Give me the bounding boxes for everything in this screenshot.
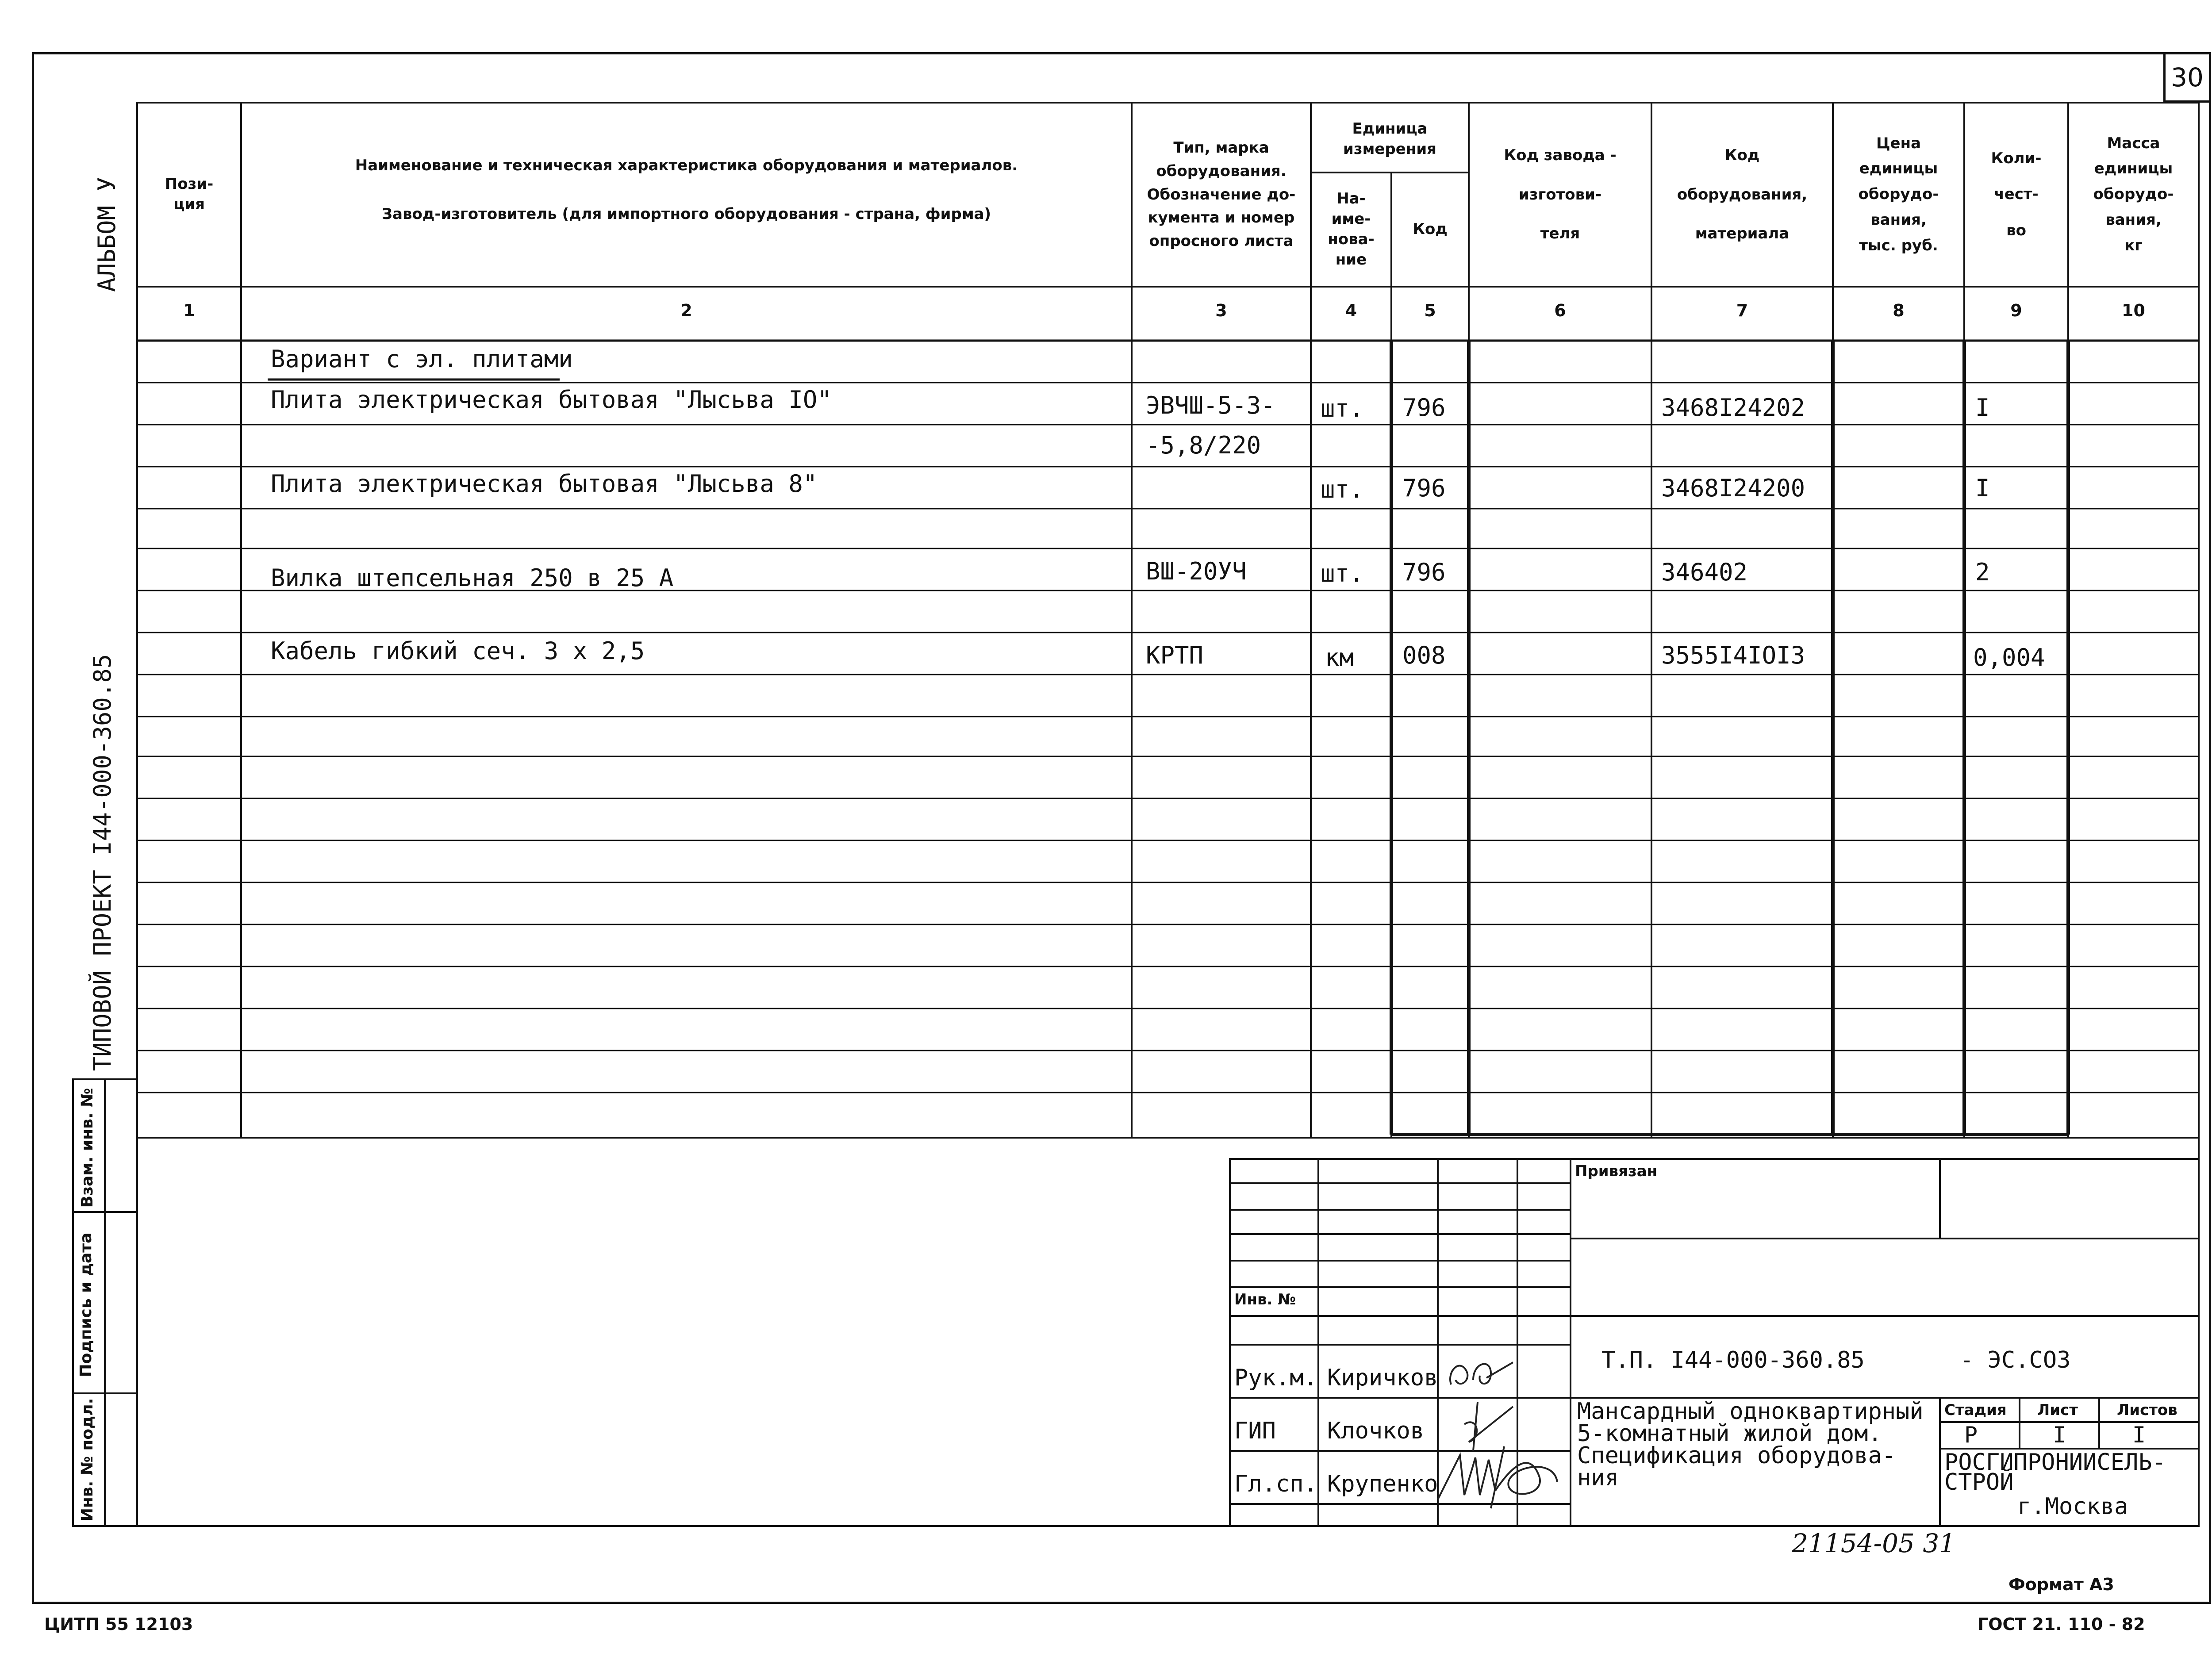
row-qty: I — [1975, 394, 1990, 422]
row-name: Плита электрическая бытовая "Лысьва IO" — [271, 386, 832, 414]
sheet-value: I — [2053, 1422, 2066, 1448]
city: г.Москва — [2017, 1493, 2128, 1520]
stage-value: Р — [1964, 1422, 1978, 1448]
row-name: Кабель гибкий сеч. 3 х 2,5 — [271, 637, 645, 665]
row-qty: 2 — [1975, 558, 1990, 586]
column-number: 9 — [2010, 301, 2022, 320]
header-quantity: Коли- чест- во — [1991, 149, 2042, 239]
name-gip: Клочков — [1327, 1418, 1425, 1444]
column-number: 1 — [183, 301, 195, 320]
org-line1: РОСГИПРОНИИСЕЛЬ- — [1944, 1449, 2166, 1476]
row-unit-code: 796 — [1402, 558, 1446, 586]
row-unit: км — [1325, 644, 1354, 671]
row-qty: 0,004 — [1973, 644, 2045, 671]
row-name: Плита электрическая бытовая "Лысьва 8" — [271, 470, 818, 498]
doc-suffix: - ЭС.СОЗ — [1960, 1347, 2071, 1373]
stage-label: Стадия — [1944, 1401, 2007, 1419]
column-number: 8 — [1893, 301, 1905, 320]
column-number: 6 — [1554, 301, 1566, 320]
section-title: Вариант с эл. плитами — [271, 345, 573, 373]
handwritten-archive-number: 21154-05 31 — [1792, 1528, 1956, 1558]
inv-number-label: Инв. № — [1234, 1291, 1296, 1308]
privyazan-label: Привязан — [1575, 1162, 1658, 1180]
row-unit-code: 796 — [1402, 394, 1446, 422]
header-unit-code: Код — [1413, 220, 1448, 238]
column-number: 3 — [1215, 301, 1227, 320]
row-type: ЭВЧШ-5-3- — [1146, 391, 1275, 419]
stamp-signature-date: Подпись и дата — [77, 1232, 95, 1377]
signature-head — [1442, 1354, 1522, 1398]
header-name: Наименование и техническая характеристика оборудования и материалов. — [355, 157, 1018, 175]
role-head: Рук.м. — [1234, 1365, 1317, 1391]
column-number: 5 — [1424, 301, 1436, 320]
org-line2: СТРОЙ — [1944, 1469, 2014, 1496]
doc-code: Т.П. I44-000-360.85 — [1601, 1347, 1865, 1373]
sheet-label: Лист — [2037, 1401, 2078, 1419]
stamp-original-inv: Инв. № подл. — [78, 1398, 96, 1522]
row-code: 3468I24202 — [1661, 394, 1805, 422]
row-unit: шт. — [1321, 560, 1364, 587]
header-position: Пози- ция — [165, 175, 214, 213]
column-number: 2 — [680, 301, 692, 320]
row-qty: I — [1975, 474, 1990, 502]
sheets-value: I — [2132, 1422, 2146, 1448]
stamp-replacement-inv: Взам. инв. № — [78, 1088, 96, 1208]
header-manufacturer: Завод-изготовитель (для импортного оборудования - страна, фирма) — [381, 205, 991, 223]
format-label: Формат А3 — [2008, 1575, 2114, 1594]
description-line3: Спецификация оборудова- — [1577, 1442, 1896, 1469]
header-mass: Масса единицы оборудо- вания, кг — [2093, 134, 2174, 254]
row-type-cont: -5,8/220 — [1146, 431, 1261, 459]
footer-right: ГОСТ 21. 110 - 82 — [1978, 1614, 2145, 1634]
sheet-number: 30 — [2163, 52, 2211, 103]
row-code: 3555I4IOI3 — [1661, 641, 1805, 669]
album-label: АЛЬБОМ У — [93, 176, 121, 292]
column-number: 10 — [2122, 301, 2145, 320]
sheets-label: Листов — [2117, 1401, 2177, 1419]
description-line4: ния — [1577, 1465, 1619, 1491]
column-number: 4 — [1345, 301, 1357, 320]
project-label: ТИПОВОЙ ПРОЕКТ I44-000-360.85 — [88, 654, 116, 1071]
header-price: Цена единицы оборудо- вания, тыс. руб. — [1858, 134, 1939, 254]
header-plant-code: Код завода - изготови- теля — [1504, 146, 1617, 243]
role-chief: Гл.сп. — [1234, 1471, 1317, 1497]
row-unit-code: 008 — [1402, 641, 1446, 669]
footer-left: ЦИТП 55 12103 — [44, 1614, 193, 1634]
row-code: 346402 — [1661, 558, 1748, 586]
header-type: Тип, марка оборудования. Обозначение до- кумента и номер опросного листа — [1147, 139, 1296, 250]
signature-chief — [1433, 1438, 1566, 1513]
description-line1: Мансардный одноквартирный — [1577, 1398, 1924, 1425]
header-equipment-code: Код оборудования, материала — [1677, 146, 1808, 243]
column-number: 7 — [1736, 301, 1748, 320]
name-chief: Крупенко — [1327, 1471, 1438, 1497]
row-unit: шт. — [1321, 395, 1364, 422]
row-unit-code: 796 — [1402, 474, 1446, 502]
row-type: ВШ-20УЧ — [1146, 557, 1247, 585]
role-gip: ГИП — [1234, 1418, 1276, 1444]
row-code: 3468I24200 — [1661, 474, 1805, 502]
header-unit-name: На- име- нова- ние — [1328, 190, 1375, 268]
row-unit: шт. — [1321, 476, 1364, 503]
name-head: Киричков — [1327, 1365, 1438, 1391]
row-type: КРТП — [1146, 641, 1204, 669]
description-line2: 5-комнатный жилой дом. — [1577, 1420, 1882, 1447]
header-unit: Единица измерения — [1343, 120, 1436, 158]
row-name: Вилка штепсельная 250 в 25 А — [271, 564, 674, 592]
